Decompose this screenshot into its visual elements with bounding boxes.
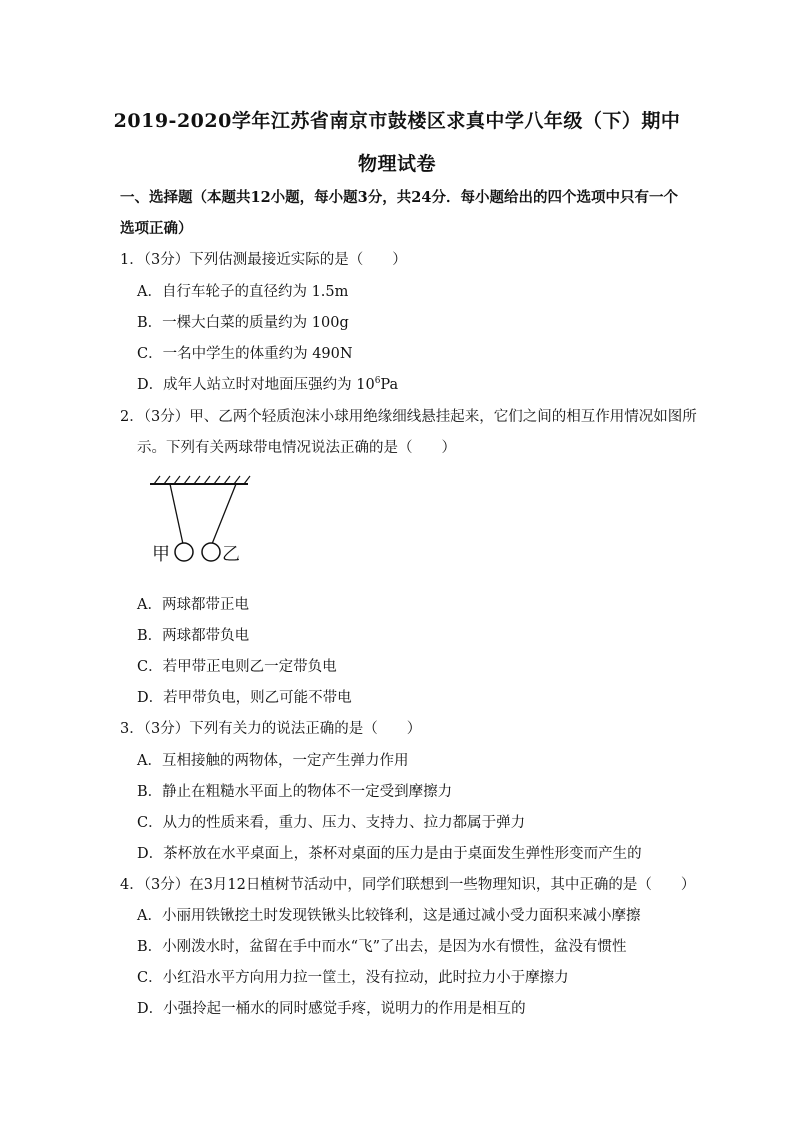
question-2-option-b: B．两球都带负电 bbox=[137, 628, 250, 644]
pendulum-figure bbox=[144, 470, 264, 580]
thread-right bbox=[212, 484, 236, 544]
question-1-option-a: A．自行车轮子的直径约为 1.5m bbox=[137, 284, 349, 300]
question-3-option-d: D．茶杯放在水平桌面上，茶杯对桌面的压力是由于桌面发生弹性形变而产生的 bbox=[137, 846, 642, 862]
section-heading-line2: 选项正确） bbox=[120, 220, 193, 237]
paper-title-line2: 物理试卷 bbox=[357, 153, 436, 175]
question-2-stem-line2: 示。下列有关两球带电情况说法正确的是（ ） bbox=[137, 440, 456, 456]
thread-left bbox=[170, 484, 183, 544]
question-2-stem-line1: 2．（3分）甲、乙两个轻质泡沫小球用绝缘细线悬挂起来，它们之间的相互作用情况如图所 bbox=[120, 409, 697, 425]
question-3-option-a: A．互相接触的两物体，一定产生弹力作用 bbox=[137, 753, 409, 769]
question-4-option-b: B．小刚泼水时，盆留在手中而水“飞”了出去，是因为水有惯性，盆没有惯性 bbox=[137, 939, 627, 955]
ball-left bbox=[175, 543, 193, 561]
question-3-stem: 3．（3分）下列有关力的说法正确的是（ ） bbox=[120, 721, 422, 737]
question-4-option-c: C．小红沿水平方向用力拉一筐土，没有拉动，此时拉力小于摩擦力 bbox=[137, 970, 569, 986]
ceiling-support bbox=[150, 476, 250, 484]
question-1-option-c: C．一名中学生的体重约为 490N bbox=[137, 346, 353, 362]
question-1-option-d-text: D．成年人站立时对地面压强约为 10 bbox=[137, 377, 375, 393]
question-3-option-c: C．从力的性质来看，重力、压力、支持力、拉力都属于弹力 bbox=[137, 815, 526, 831]
question-1-option-b: B．一棵大白菜的质量约为 100g bbox=[137, 315, 349, 331]
ball-right bbox=[202, 543, 220, 561]
question-2-option-d: D．若甲带负电，则乙可能不带电 bbox=[137, 690, 352, 706]
question-2-option-a: A．两球都带正电 bbox=[137, 597, 249, 613]
label-jia: 甲 bbox=[152, 544, 170, 565]
question-4-option-a: A．小丽用铁锹挖土时发现铁锹头比较锋利，这是通过减小受力面积来减小摩擦 bbox=[137, 908, 641, 924]
question-3-option-b: B．静止在粗糙水平面上的物体不一定受到摩擦力 bbox=[137, 784, 453, 800]
question-4-stem: 4．（3分）在3月12日植树节活动中，同学们联想到一些物理知识，其中正确的是（ ） bbox=[120, 877, 696, 893]
question-1-option-d-unit: Pa bbox=[380, 377, 399, 393]
question-1-option-d-exponent: 6 bbox=[374, 376, 381, 387]
section-heading bbox=[120, 182, 680, 244]
question-1-stem: 1．（3分）下列估测最接近实际的是（ ） bbox=[120, 252, 407, 268]
section-heading-line1: 一、选择题（本题共12小题，每小题3分，共24分．每小题给出的四个选项中只有一个 bbox=[120, 189, 678, 206]
question-1-option-d bbox=[137, 373, 398, 394]
label-yi: 乙 bbox=[222, 544, 240, 565]
question-2-option-c: C．若甲带正电则乙一定带负电 bbox=[137, 659, 337, 675]
question-4-option-d: D．小强拎起一桶水的同时感觉手疼，说明力的作用是相互的 bbox=[137, 1001, 526, 1017]
paper-title-line1: 2019-2020学年江苏省南京市鼓楼区求真中学八年级（下）期中 bbox=[113, 110, 681, 132]
